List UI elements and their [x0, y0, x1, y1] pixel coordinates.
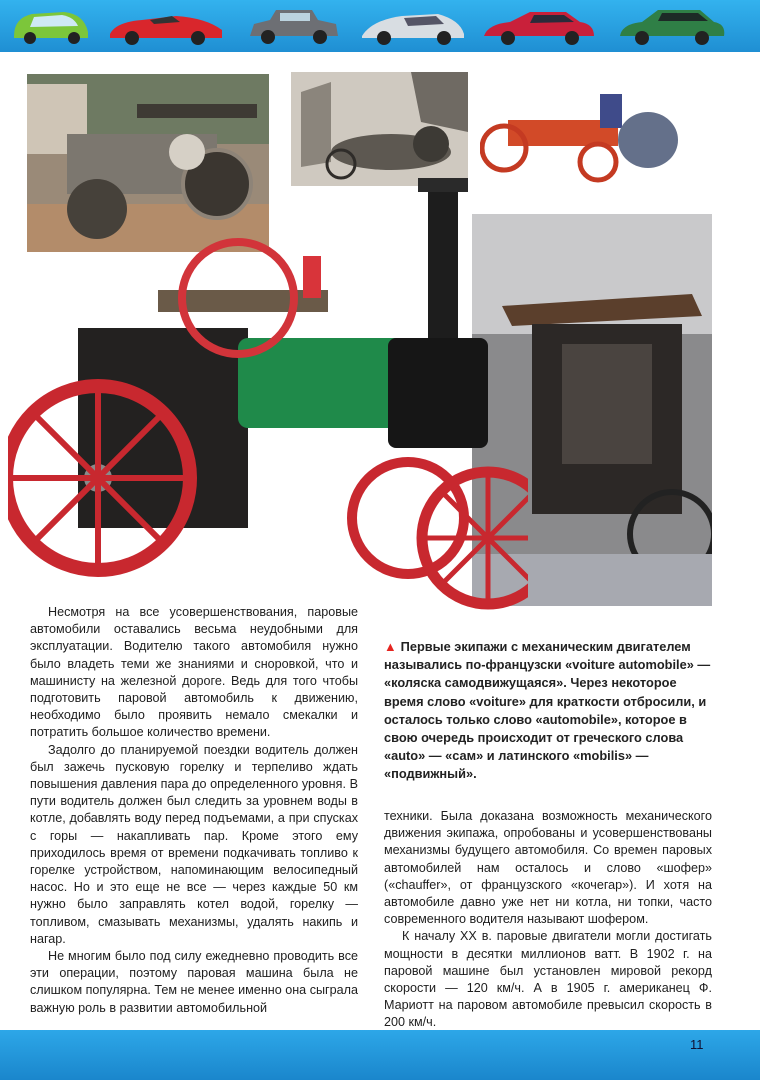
small-green-car-icon [8, 6, 94, 46]
vintage-gray-sedan-icon [246, 6, 342, 46]
triangle-marker-icon: ▲ [384, 639, 397, 654]
cugnot-fardier-photo [480, 78, 680, 188]
left-paragraph: Не многим было под силу ежедневно проводить все эти операции, поэтому паровая машина была не слишком популярна. Тем не менее именно она сыграла важную роль в развитии автомобильной [30, 949, 358, 1015]
page-number: 11 [690, 1037, 704, 1052]
right-paragraph: К началу XX в. паровые двигатели могли достигать мощности в десятки миллионов ватт. В 1902 г. на паровой машине был установлен мировой рекорд скорости — 120 км/ч. А в 1905 г. американец Ф. Мариотт на паровом автомобиле превысил скорость в 200 км/ч. [384, 929, 712, 1030]
header-band [0, 0, 760, 52]
green-sedan-icon [616, 6, 728, 46]
cugnot-engraving-photo [291, 72, 468, 186]
red-roadster-icon [106, 6, 226, 46]
left-paragraph: Задолго до планируемой поездки водитель должен был зажечь пусковую горелку и терпеливо ждать повышения давления пара до определенного уровня. В пути водитель должен был следить за уровнем воды в котле, добавлять воду перед подъемами, а при спусках с горы — накапливать пар. Кроме этого ему приходилось время от времени подкачивать топливо к горелке устройством, напоминающим велосипедный насос. Но и это еще не все — через каждые 50 км нужно было заправлять котел водой, горелку — топливом, смазывать механизмы, удалять накипь и нагар. [30, 742, 358, 946]
left-column [30, 604, 358, 1017]
right-column [384, 808, 712, 1032]
left-paragraph: Несмотря на все усовершенствования, паровые автомобили оставались весьма неудобными для эксплуатации. Водителю такого автомобиля нужно было владеть теми же знаниями и сноровкой, что и машинисту на железной дороге. Ведь для того чтобы подготовить паровой автомобиль к движению, необходимо было проявить немало смекалки и потратить большое количество времени. [30, 605, 358, 740]
caption-text: Первые экипажи с механическим двигателем назывались по-французски «voiture automobile» — «коляска самодвижущаяся». Через некоторое время слово «voiture» для краткости отбросили, и осталось только слово «automobile», которое в свою очередь происходит от греческого слова «auto» — «сам» и латинского «mobilis» — «подвижный». [384, 639, 711, 782]
photo-caption [384, 638, 712, 784]
footer-band [0, 1030, 760, 1080]
right-paragraph: техники. Была доказана возможность механического движения экипажа, опробованы и усовершенствованы механизмы будущего автомобиля. Со времен паровых автомобилей нам осталось и слово «шофер» («chauffer», от французского «кочегар»). И хотя на автомобиле давно уже нет ни котла, ни топки, часто современного водителя называют шофером. [384, 809, 712, 927]
silver-sports-car-icon [358, 6, 468, 46]
red-coupe-icon [480, 6, 598, 46]
steam-tractor-model-photo [8, 178, 528, 618]
